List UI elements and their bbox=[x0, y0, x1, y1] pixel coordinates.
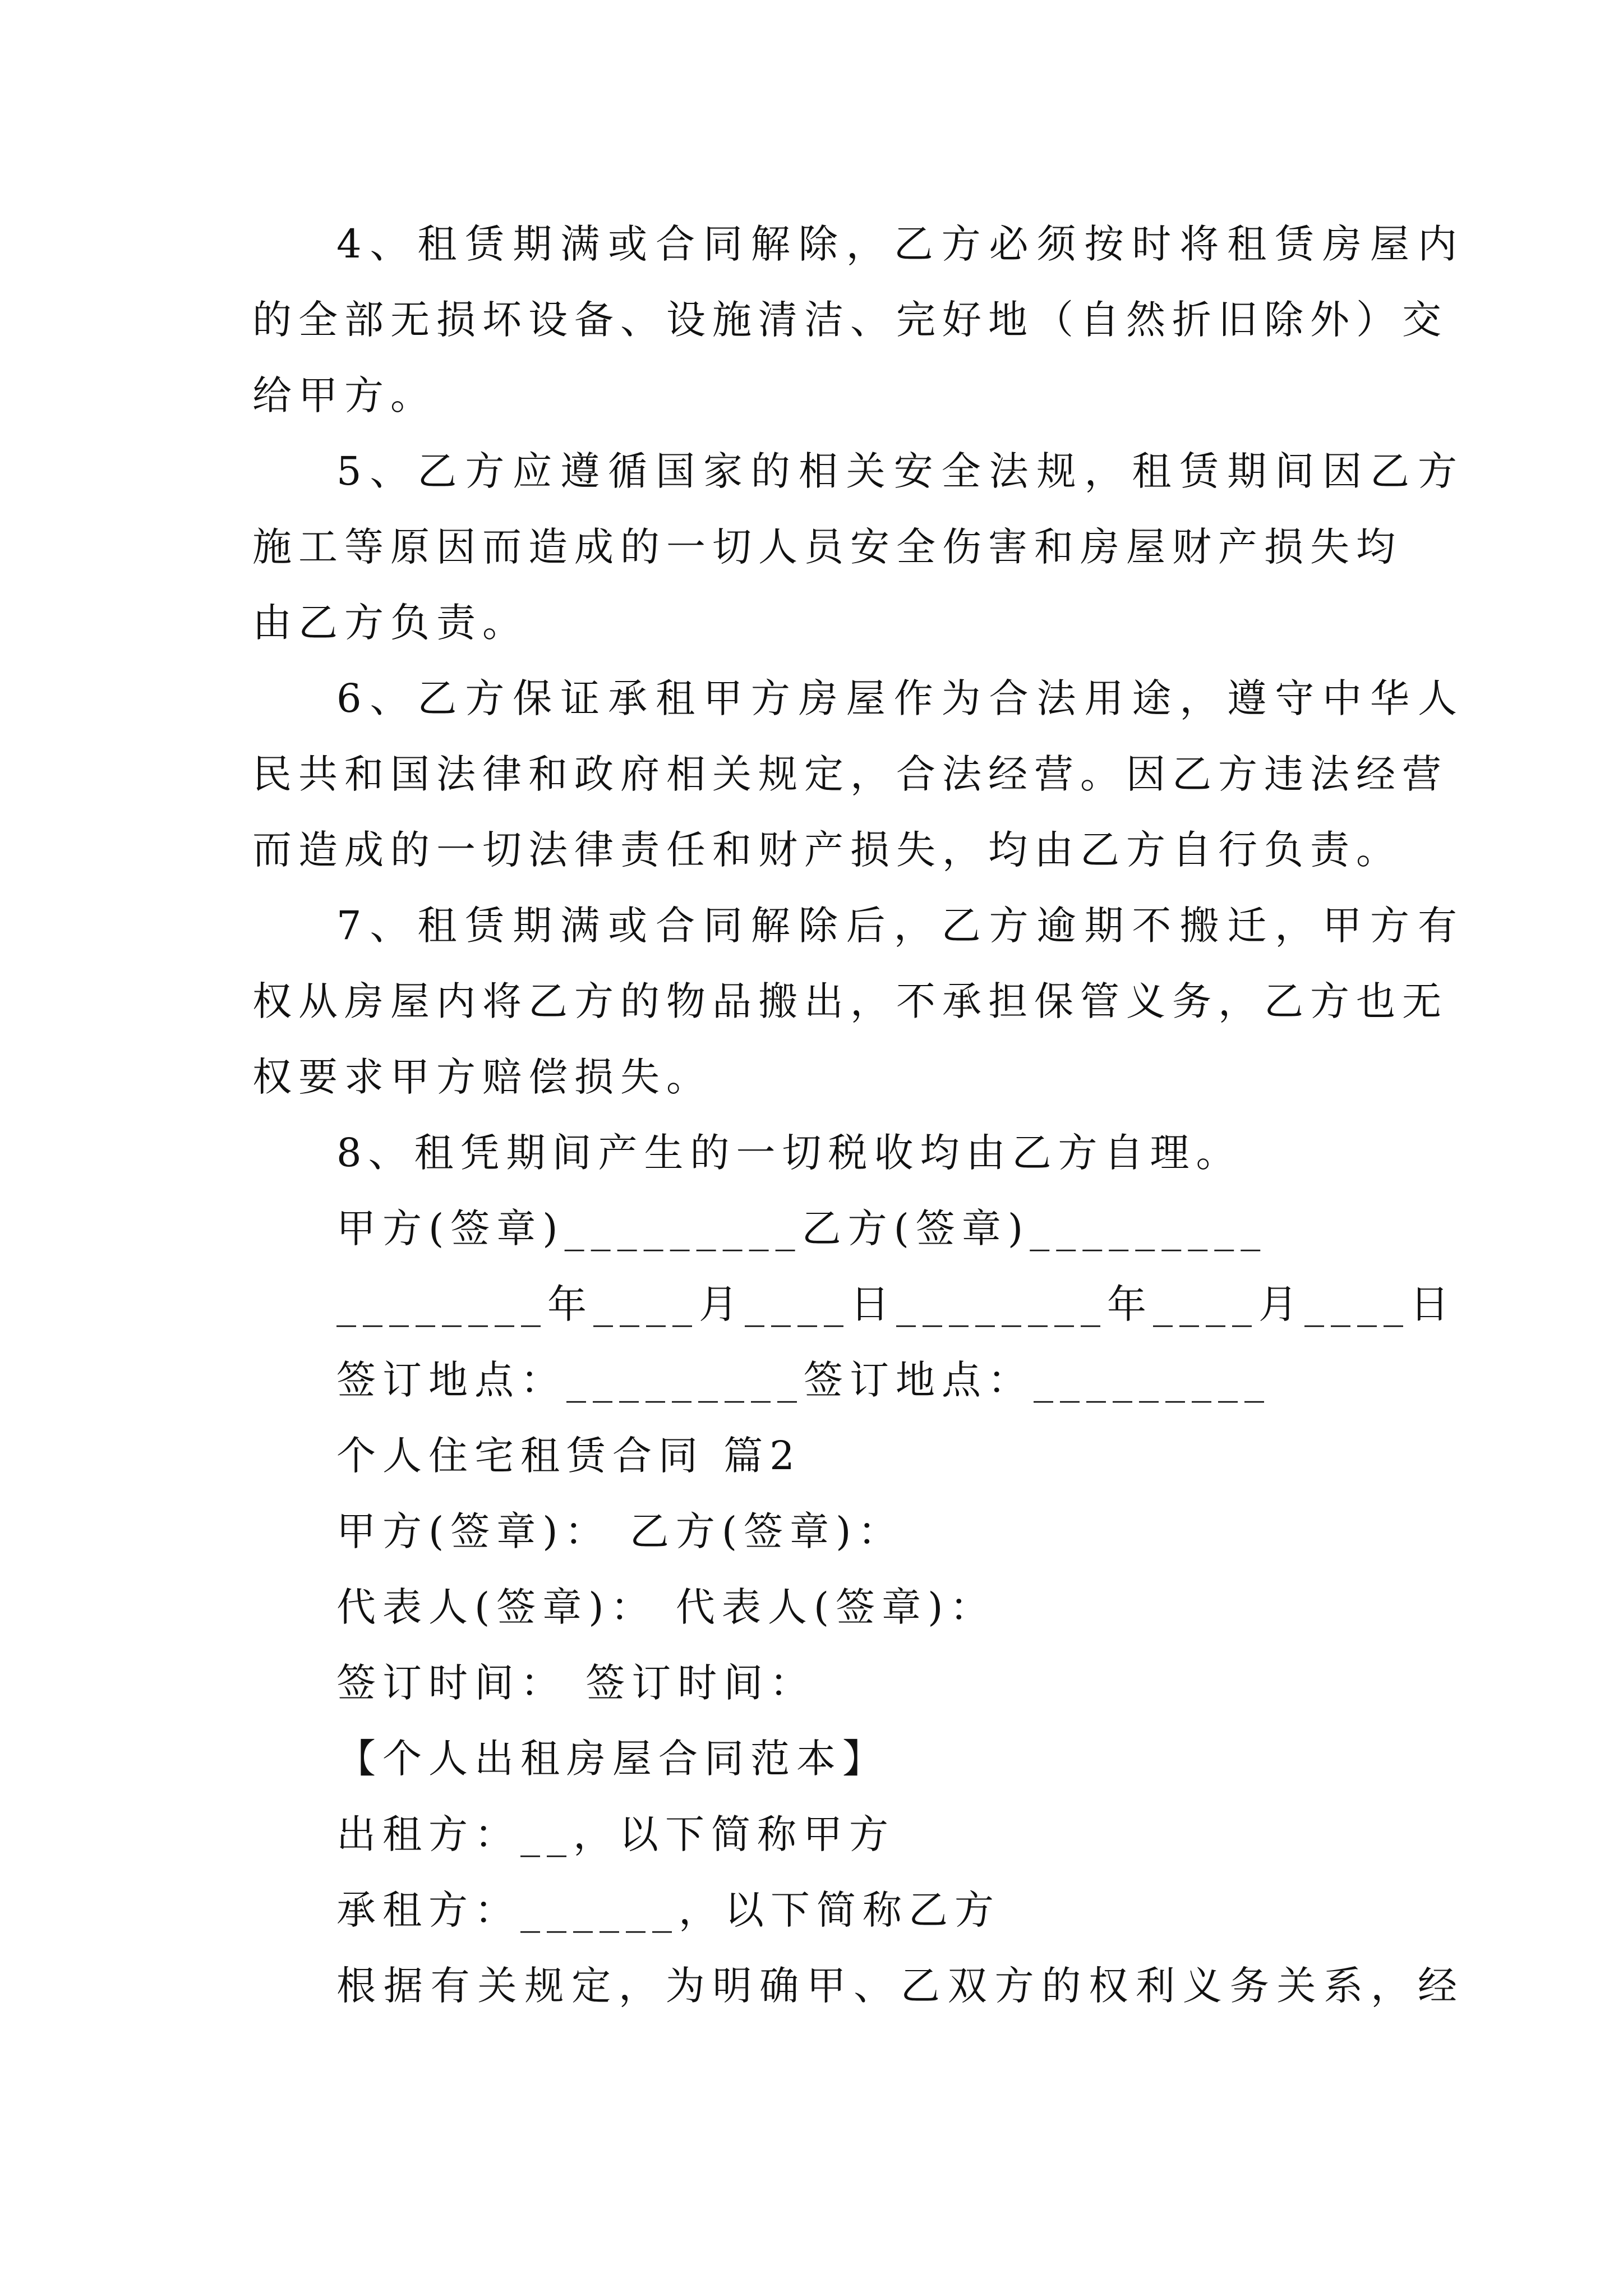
template-heading: 【个人出租房屋合同范本】 bbox=[336, 1736, 888, 1782]
date-line: ________年____月____日________年____月____日 bbox=[336, 1281, 1456, 1327]
paragraph-line: 民共和国法律和政府相关规定，合法经营。因乙方违法经营 bbox=[252, 751, 1448, 797]
paragraph-line: 权要求甲方赔偿损失。 bbox=[252, 1054, 712, 1100]
paragraph-line: 6、乙方保证承租甲方房屋作为合法用途，遵守中华人 bbox=[336, 675, 1464, 721]
representative-line: 代表人(签章)： 代表人(签章)： bbox=[336, 1584, 996, 1630]
section-heading: 个人住宅租赁合同 篇2 bbox=[336, 1433, 801, 1479]
lessor-line: 出租方：__，以下简称甲方 bbox=[336, 1811, 895, 1857]
paragraph-line: 的全部无损坏设备、设施清洁、完好地（自然折旧除外）交 bbox=[252, 297, 1448, 343]
signing-time-line: 签订时间： 签订时间： bbox=[336, 1660, 816, 1706]
paragraph-line: 7、租赁期满或合同解除后，乙方逾期不搬迁，甲方有 bbox=[336, 903, 1464, 949]
paragraph-line: 而造成的一切法律责任和财产损失，均由乙方自行负责。 bbox=[252, 827, 1402, 873]
paragraph-line: 施工等原因而造成的一切人员安全伤害和房屋财产损失均 bbox=[252, 524, 1402, 570]
paragraph-line: 4、租赁期满或合同解除，乙方必须按时将租赁房屋内 bbox=[336, 221, 1464, 267]
signature-line: 甲方(签章)_________乙方(签章)_________ bbox=[336, 1205, 1267, 1251]
location-line: 签订地点：_________签订地点：_________ bbox=[336, 1357, 1271, 1403]
paragraph-line: 8、租凭期间产生的一切税收均由乙方自理。 bbox=[336, 1130, 1242, 1176]
signature-line: 甲方(签章)： 乙方(签章)： bbox=[336, 1508, 904, 1554]
lessee-line: 承租方：______，以下简称乙方 bbox=[336, 1887, 1000, 1933]
paragraph-line: 由乙方负责。 bbox=[252, 600, 528, 646]
paragraph-line: 权从房屋内将乙方的物品搬出，不承担保管义务，乙方也无 bbox=[252, 978, 1448, 1024]
paragraph-line: 给甲方。 bbox=[252, 372, 436, 418]
paragraph-line: 5、乙方应遵循国家的相关安全法规，租赁期间因乙方 bbox=[336, 448, 1464, 494]
paragraph-line: 根据有关规定，为明确甲、乙双方的权利义务关系，经 bbox=[336, 1963, 1464, 2009]
